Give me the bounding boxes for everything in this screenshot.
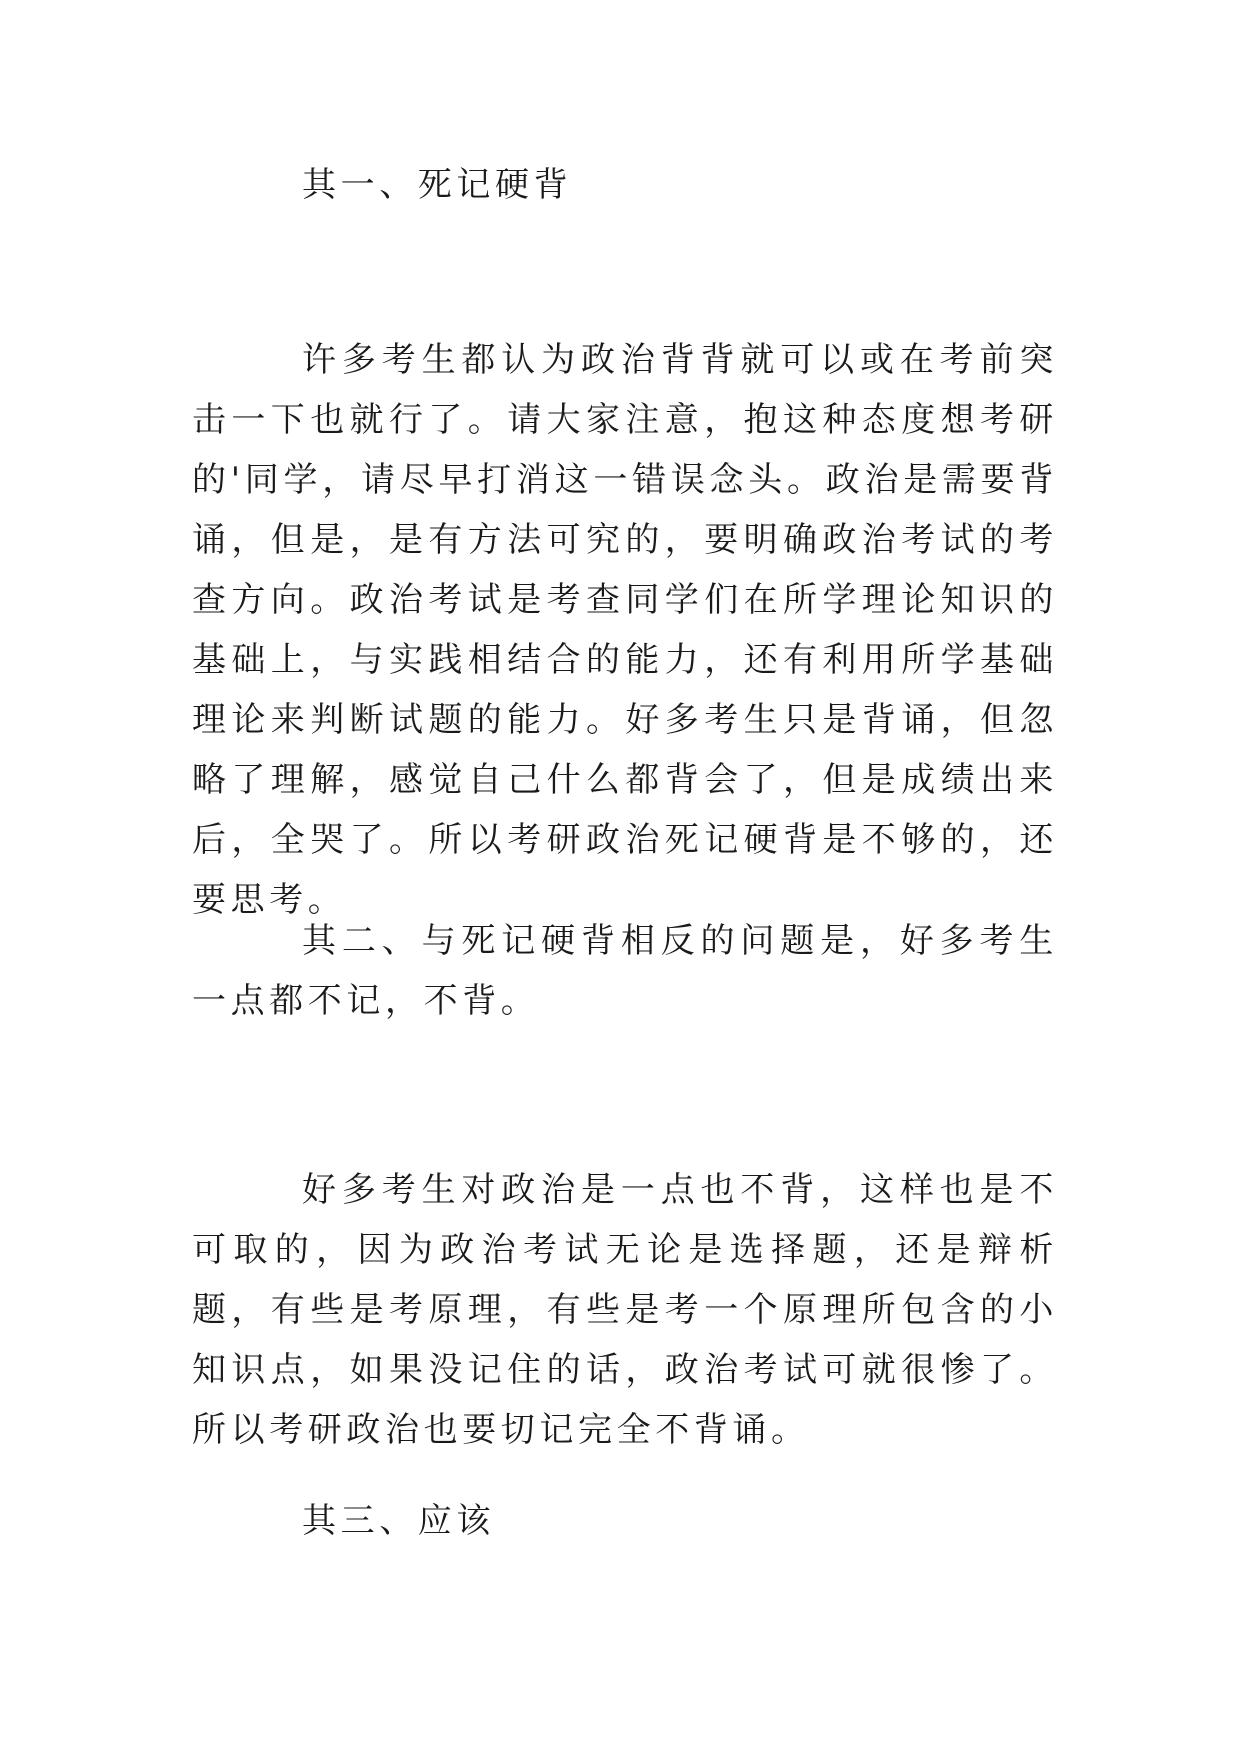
section-heading-1: 其一、死记硬背 [302,165,573,205]
paragraph-1: 许多考生都认为政治背背就可以或在考前突击一下也就行了。请大家注意，抱这种态度想考研的'同学，请尽早打消这一错误念头。政治是需要背诵，但是，是有方法可究的，要明确政治考试的考查方向。政治考试是考查同学们在所学理论知识的基础上，与实践相结合的能力，还有利用所学基础理论来判断试题的能力。好多考生只是背诵，但忽略了理解，感觉自己什么都背会了，但是成绩出来后，全哭了。所以考研政治死记硬背是不够的，还要思考。 [192,340,1058,920]
paragraph-2: 好多考生对政治是一点也不背，这样也是不可取的，因为政治考试无论是选择题，还是辩析题，有些是考原理，有些是考一个原理所包含的小知识点，如果没记住的话，政治考试可就很惨了。所以考研政治也要切记完全不背诵。 [192,1170,1058,1450]
section-heading-2: 其二、与死记硬背相反的问题是，好多考生一点都不记，不背。 [192,921,1058,1021]
section-heading-3: 其三、应该 [302,1501,495,1541]
